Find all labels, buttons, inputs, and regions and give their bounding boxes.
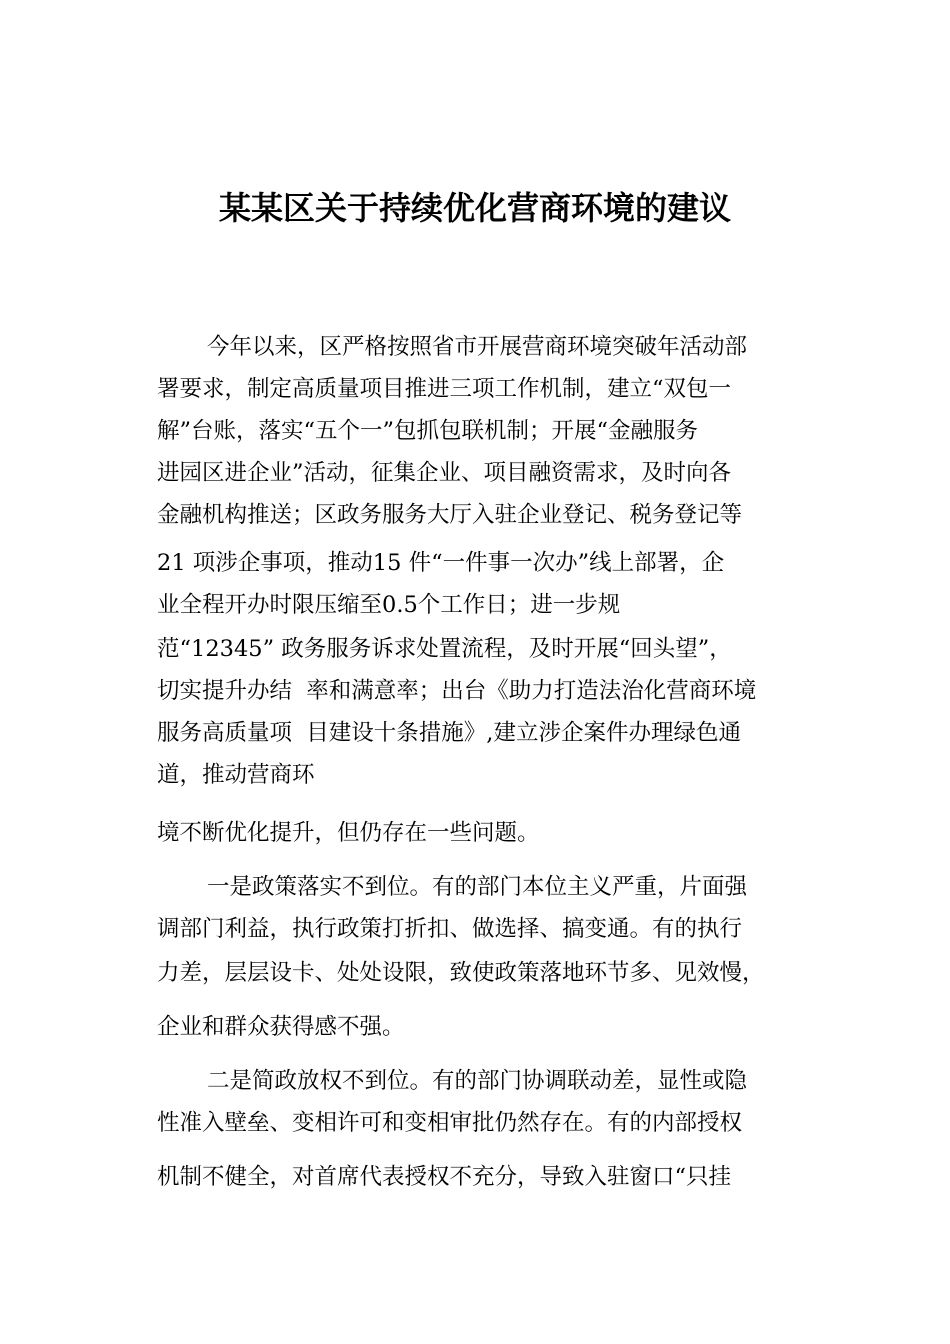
paragraph-line: 服务高质量项 目建设十条措施》,建立涉企案件办理绿色通 [157, 720, 741, 746]
paragraph-line: 21 项涉企事项，推动15 件“一件事一次办”线上部署，企 [157, 550, 725, 576]
paragraph-line: 力差，层层设卡、处处设限，致使政策落地环节多、见效慢， [157, 960, 765, 986]
paragraph-line: 进园区进企业”活动，征集企业、项目融资需求，及时向各 [157, 460, 732, 486]
paragraph-line: 道，推动营商环 [157, 762, 315, 788]
paragraph-line: 境不断优化提升，但仍存在一些问题。 [157, 820, 540, 846]
paragraph-line: 企业和群众获得感不强。 [157, 1014, 405, 1040]
paragraph-line: 今年以来，区严格按照省市开展营商环境突破年活动部 [207, 334, 748, 360]
paragraph-line: 机制不健全，对首席代表授权不充分，导致入驻窗口“只挂 [157, 1164, 732, 1190]
paragraph-line: 范“12345” 政务服务诉求处置流程，及时开展“回头望”， [157, 636, 732, 662]
paragraph-line: 金融机构推送；区政务服务大厅入驻企业登记、税务登记等 [157, 502, 743, 528]
paragraph-line: 二是简政放权不到位。有的部门协调联动差，显性或隐 [207, 1068, 748, 1094]
paragraph-line: 署要求，制定高质量项目推进三项工作机制，建立“双包一 [157, 376, 732, 402]
paragraph-line: 切实提升办结 率和满意率；出台《助力打造法治化营商环境 [157, 678, 757, 704]
paragraph-line: 业全程开办时限压缩至0.5个工作日；进一步规 [157, 592, 621, 618]
paragraph-line: 一是政策落实不到位。有的部门本位主义严重，片面强 [207, 874, 748, 900]
document-title: 某某区关于持续优化营商环境的建议 [218, 189, 731, 227]
paragraph-line: 解”台账，落实“五个一”包抓包联机制；开展“金融服务 [157, 418, 699, 444]
paragraph-line: 调部门利益，执行政策打折扣、做选择、搞变通。有的执行 [157, 916, 743, 942]
paragraph-line: 性准入壁垒、变相许可和变相审批仍然存在。有的内部授权 [157, 1110, 743, 1136]
